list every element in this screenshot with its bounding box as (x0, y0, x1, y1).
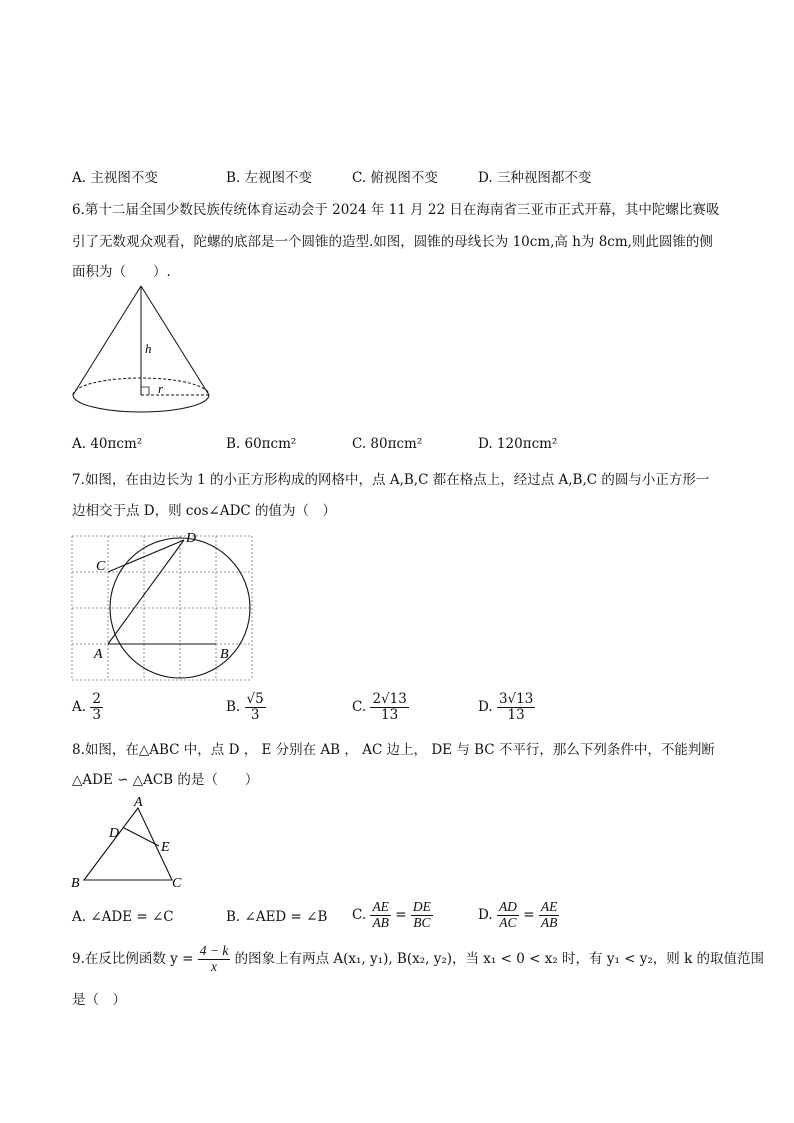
q6-cone-figure (68, 282, 218, 424)
q8-triangle-figure (66, 794, 196, 892)
q5-option-a: A. 主视图不变 (72, 170, 158, 186)
q8-label-e: E (161, 840, 170, 855)
q6-label-r: r (158, 381, 164, 396)
q6-option-c: C. 80πcm² (352, 436, 423, 452)
q6-stem-line3: 面积为（ ）. (72, 264, 171, 280)
q8-label-c: C (172, 876, 182, 891)
q5-option-c: C. 俯视图不变 (352, 170, 438, 186)
q6-option-d: D. 120πcm² (478, 436, 558, 452)
q8-option-b: B. ∠AED = ∠B (226, 909, 328, 925)
q6-stem-line1: 6.第十二届全国少数民族传统体育运动会于 2024 年 11 月 22 日在海南省三亚市正式开幕，其中陀螺比赛吸 (72, 202, 720, 218)
q6-option-a: A. 40πcm² (72, 436, 143, 452)
q8-option-a: A. ∠ADE = ∠C (72, 909, 174, 925)
q8-label-d: D (109, 826, 120, 841)
q5-option-d: D. 三种视图都不变 (478, 170, 592, 186)
q7-label-c: C (96, 559, 106, 574)
q7-stem-line2: 边相交于点 D，则 cos∠ADC 的值为（ ） (72, 503, 337, 519)
q8-label-b: B (71, 876, 80, 891)
q7-option-a: A. $\frac{2}{3}$ (72, 691, 101, 723)
q7-label-d: D (186, 531, 197, 546)
q8-stem-line2: △ADE ∽ △ACB 的是（ ） (72, 772, 259, 788)
q8-option-d: D. $\frac{AD}{AC}$ = $\frac{AE}{AB}$ (478, 899, 558, 930)
q6-stem-line2: 引了无数观众观看，陀螺的底部是一个圆锥的造型.如图，圆锥的母线长为 10cm,高 h为 8cm,则此圆锥的侧 (72, 234, 713, 250)
q7-label-a: A (94, 647, 103, 662)
q7-option-d: D. $\frac{3√13}{13}$ (478, 691, 534, 723)
q7-label-b: B (220, 647, 229, 662)
q6-label-h: h (145, 341, 152, 356)
q7-option-b: B. $\frac{√5}{3}$ (226, 691, 264, 723)
q8-label-a: A (134, 795, 143, 810)
q7-grid-circle-figure (64, 528, 264, 688)
q5-option-b: B. 左视图不变 (226, 170, 313, 186)
q7-stem-line1: 7.如图，在由边长为 1 的小正方形构成的网格中，点 A,B,C 都在格点上，经过点 A,B,C 的圆与小正方形一 (72, 472, 710, 488)
q7-option-c: C. $\frac{2√13}{13}$ (352, 691, 407, 723)
q9-stem-line2: 是（ ） (72, 992, 126, 1008)
q6-option-b: B. 60πcm² (226, 436, 297, 452)
q9-stem-line1: 9.在反比例函数 y = $\frac{4 - k}{x}$ 的图象上有两点 A(x₁, y₁), B(x₂, y₂)，当 x₁ < 0 < x₂ 时，有 y₁ < y₂，则 k 的取值范围 (72, 943, 765, 974)
q8-option-c: C. $\frac{AE}{AB}$ = $\frac{DE}{BC}$ (352, 899, 431, 930)
q8-stem-line1: 8.如图，在△ABC 中，点 D ， E 分别在 AB ， AC 边上， DE 与 BC 不平行，那么下列条件中，不能判断 (72, 742, 715, 758)
